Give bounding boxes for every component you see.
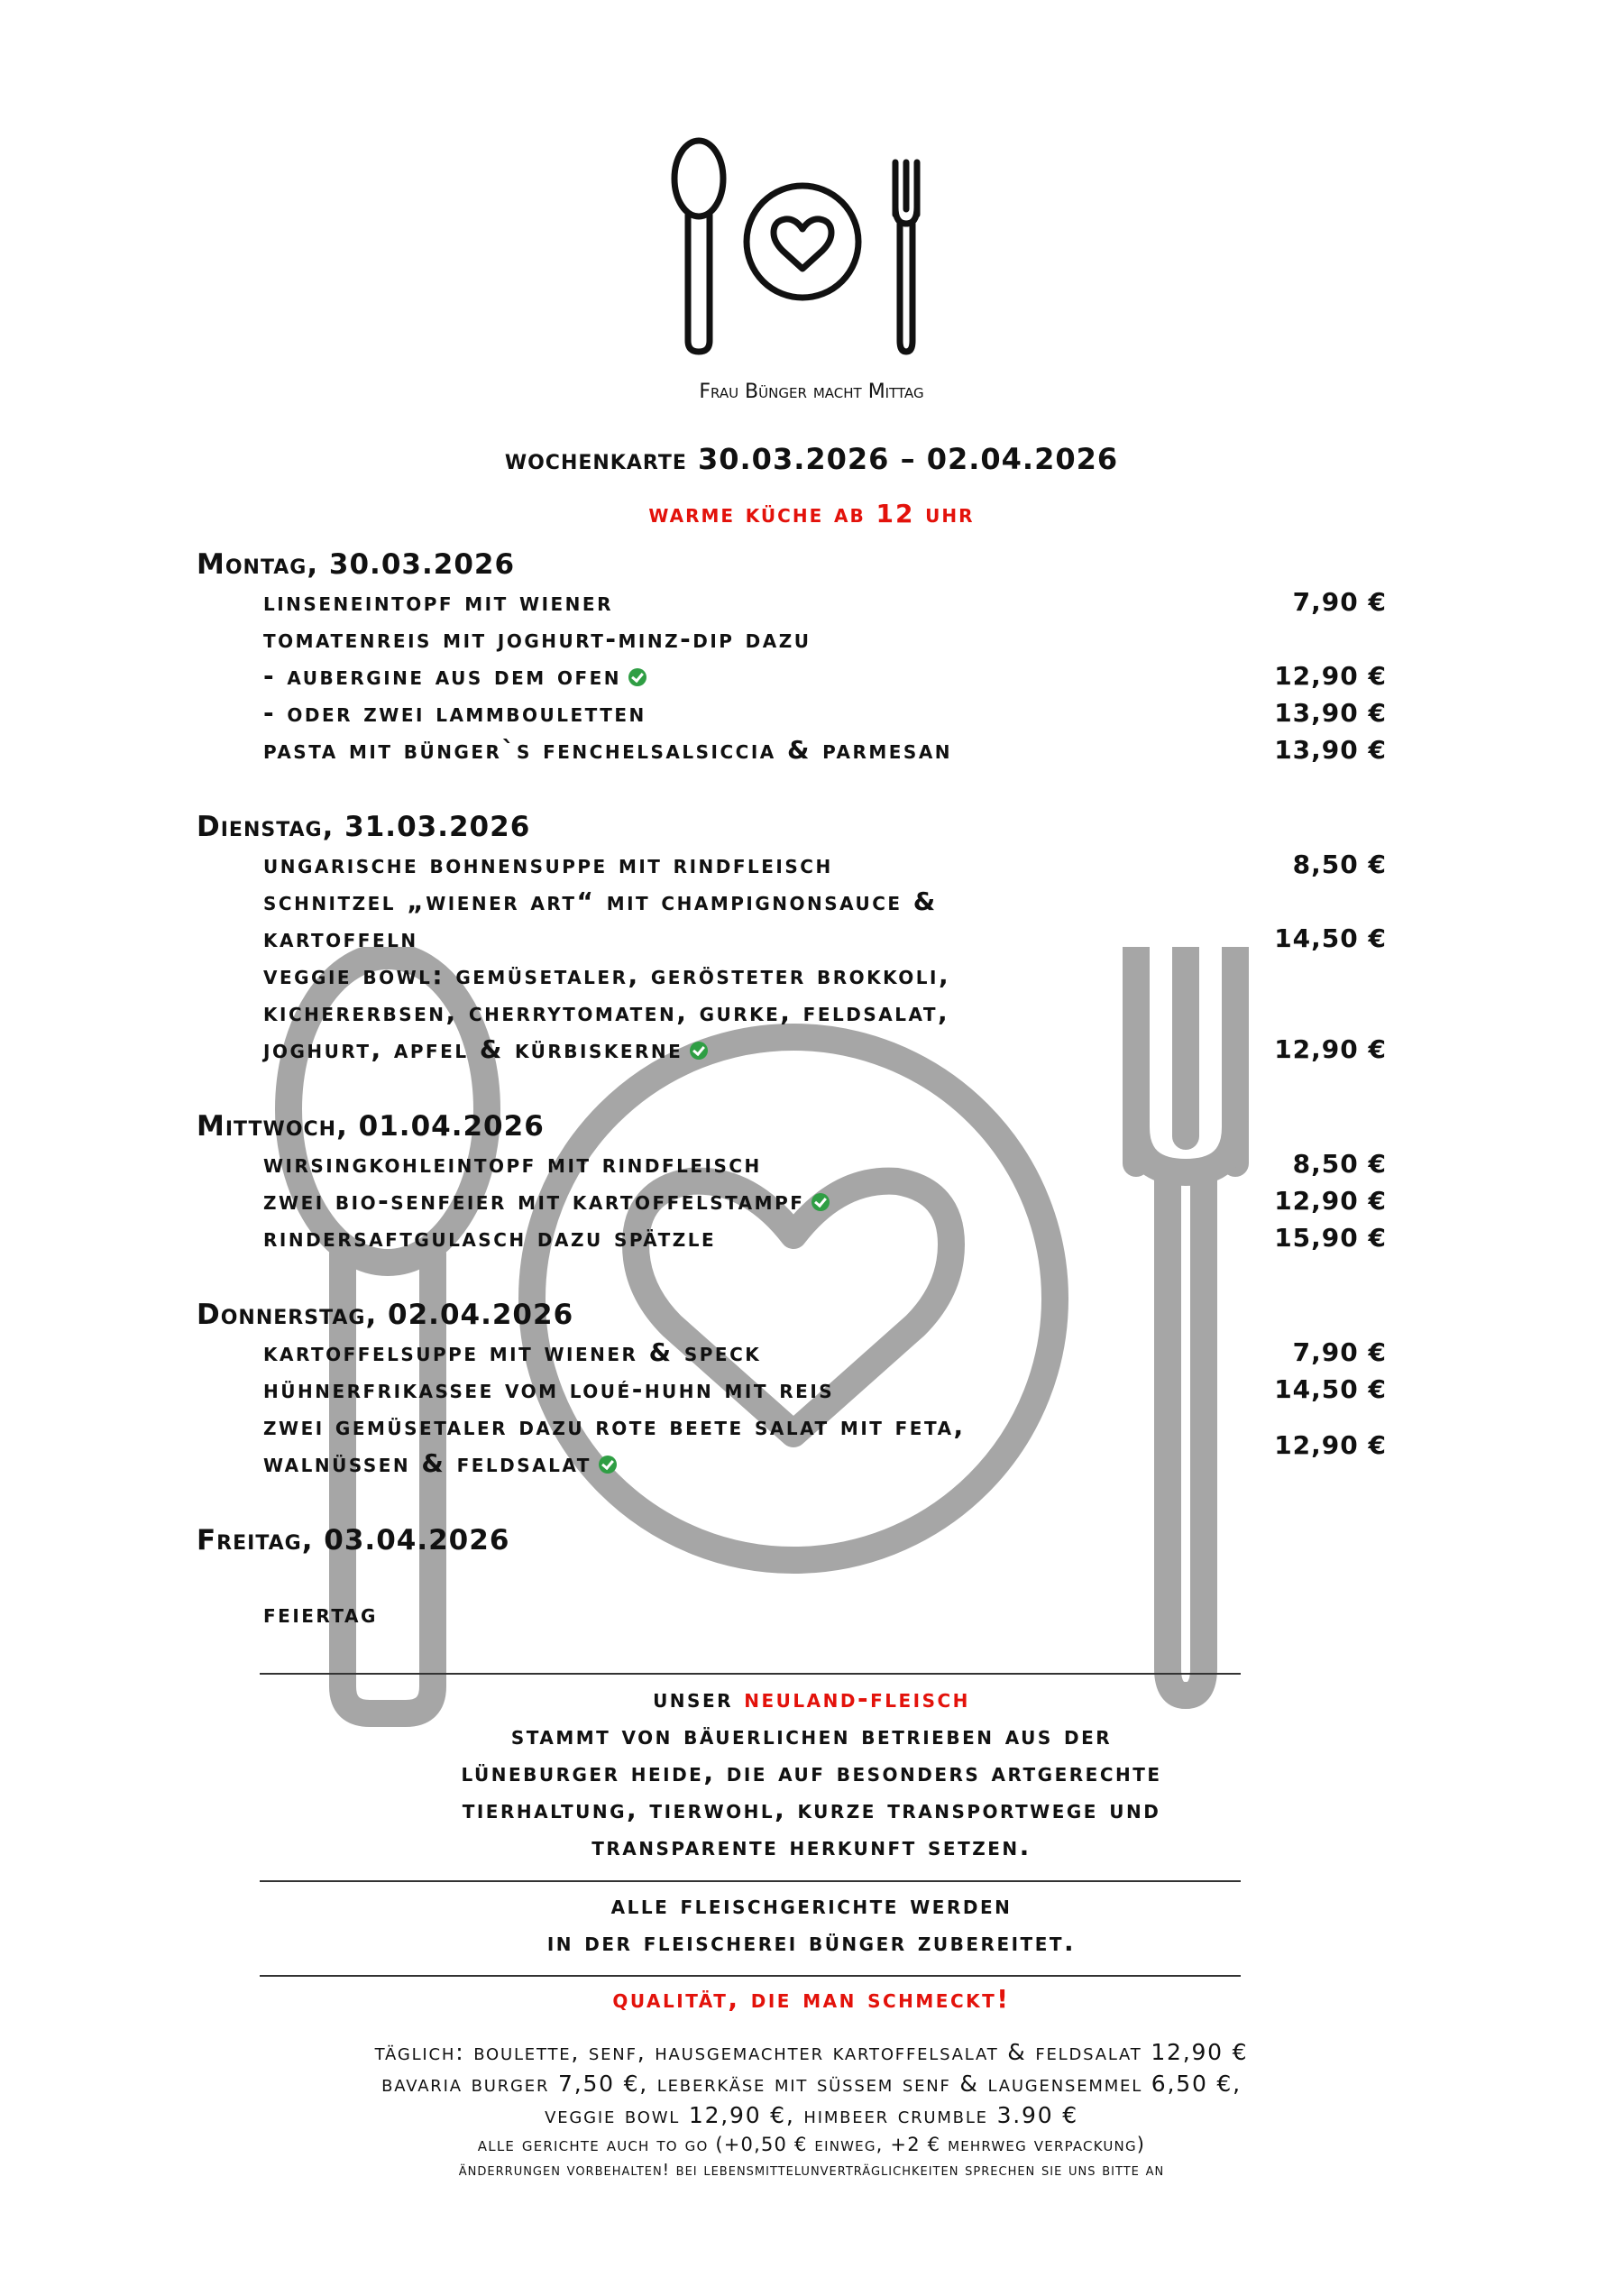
dish-row [197,583,1387,620]
dish-name: - aubergine aus dem ofen [263,661,622,691]
dish-name: zwei bio-senfeier mit kartoffelstampf [263,1186,805,1216]
dish-row [197,1145,1387,1182]
weekly-menu [197,546,1387,1672]
allergy-notice: änderrungen vorbehalten! bei lebensmittelunverträglichkeiten sprechen sie uns bitte an [458,2161,1165,2180]
dish-price: 14,50 € [1274,1374,1387,1404]
veggie-icon [690,1042,708,1060]
dish-row [197,694,1387,731]
dish-name: kartoffelsuppe mit wiener & speck [263,1337,762,1367]
veggie-icon [599,1456,617,1474]
dish-name: veggie bowl: gemüsetaler, gerösteter brokkoli, kichererbsen, cherrytomaten, gurke, feldsalat, joghurt, apfel & kürbiskerne [263,960,951,1064]
neuland-line: transparente herkunft setzen. [591,1832,1032,1861]
dish-row [197,1182,1387,1219]
dish-price: 8,50 € [1292,850,1387,879]
cutlery-logo-icon [658,135,965,370]
dish-price: 13,90 € [1274,735,1387,765]
to-go-note: alle gerichte auch to go (+0,50 € einweg, +2 € mehrweg verpackung) [477,2134,1146,2155]
holiday-label: feiertag [263,1599,378,1629]
dish-row [197,1408,1387,1482]
dish-price: 12,90 € [1274,661,1387,691]
butchery-line: in der fleischerei bünger zubereitet. [546,1927,1077,1957]
day-heading: Dienstag, 31.03.2026 [197,811,531,843]
dish-price: 8,50 € [1292,1149,1387,1179]
divider [260,1975,1241,1977]
daily-offer-line: täglich: boulette, senf, hausgemachter kartoffelsalat & feldsalat 12,90 € [374,2039,1249,2065]
dish-row [197,657,1387,694]
dish-row [197,1371,1387,1408]
page-title: wochenkarte 30.03.2026 – 02.04.2026 [504,442,1119,476]
dish-name: schnitzel „wiener art“ mit champignonsauce & kartoffeln [263,886,938,953]
divider [260,1880,1241,1882]
dish-row [197,883,1387,957]
dish-price: 15,90 € [1274,1223,1387,1253]
dish-row [197,1334,1387,1371]
dish-price: 13,90 € [1274,698,1387,728]
neuland-info [0,1680,1623,1865]
footer [0,2036,1623,2183]
day-friday [197,1521,1387,1632]
neuland-highlight: neuland-fleisch [744,1684,970,1713]
daily-offer-line: bavaria burger 7,50 €, leberkäse mit süssem senf & laugensemmel 6,50 €, [381,2071,1242,2097]
dish-name: hühnerfrikassee vom loué-huhn mit reis [263,1374,835,1404]
day-monday [197,546,1387,768]
dish-price: 12,90 € [1274,1186,1387,1216]
dish-price: 7,90 € [1292,587,1387,617]
dish-price: 12,90 € [1274,1429,1387,1460]
day-heading: Donnerstag, 02.04.2026 [197,1299,574,1331]
dish-name: wirsingkohleintopf mit rindfleisch [263,1149,762,1179]
dish-row [197,846,1387,883]
dish-row [197,731,1387,768]
neuland-line: tierhaltung, tierwohl, kurze transportwege und [462,1795,1161,1824]
neuland-prefix: unser [653,1684,734,1713]
day-heading: Freitag, 03.04.2026 [197,1524,510,1557]
neuland-line: lüneburger heide, die auf besonders artgerechte [461,1758,1162,1787]
day-wednesday [197,1107,1387,1256]
dish-price: 7,90 € [1292,1337,1387,1367]
day-heading: Montag, 30.03.2026 [197,548,516,581]
dish-name: tomatenreis mit joghurt-minz-dip dazu [263,624,812,654]
dish-name: - oder zwei lammbouletten [263,698,646,728]
neuland-line: stammt von bäuerlichen betrieben aus der [510,1721,1113,1750]
dish-name: ungarische bohnensuppe mit rindfleisch [263,850,833,879]
veggie-icon [628,668,646,686]
dish-row [197,1219,1387,1256]
divider [260,1673,1241,1675]
dish-name: zwei gemüsetaler dazu rote beete salat mit feta, walnüssen & feldsalat [263,1411,966,1478]
dish-row [197,957,1387,1068]
day-thursday [197,1296,1387,1482]
dish-name: linseneintopf mit wiener [263,587,613,617]
dish-row [197,620,1387,657]
dish-price: 12,90 € [1274,1034,1387,1064]
dish-price: 14,50 € [1274,923,1387,953]
butchery-info [0,1887,1623,1961]
brand-name: Frau Bünger macht Mittag [699,381,924,403]
butchery-line: alle fleischgerichte werden [610,1890,1013,1920]
day-tuesday [197,808,1387,1068]
slogan: qualität, die man schmeckt! [612,1984,1011,2014]
veggie-icon [812,1193,830,1211]
daily-offer-line: veggie bowl 12,90 €, himbeer crumble 3.90 € [545,2102,1078,2128]
page-subtitle: warme küche ab 12 uhr [648,499,975,528]
dish-name: pasta mit bünger`s fenchelsalsiccia & parmesan [263,735,953,765]
day-heading: Mittwoch, 01.04.2026 [197,1110,545,1143]
dish-name: rindersaftgulasch dazu spätzle [263,1223,717,1253]
